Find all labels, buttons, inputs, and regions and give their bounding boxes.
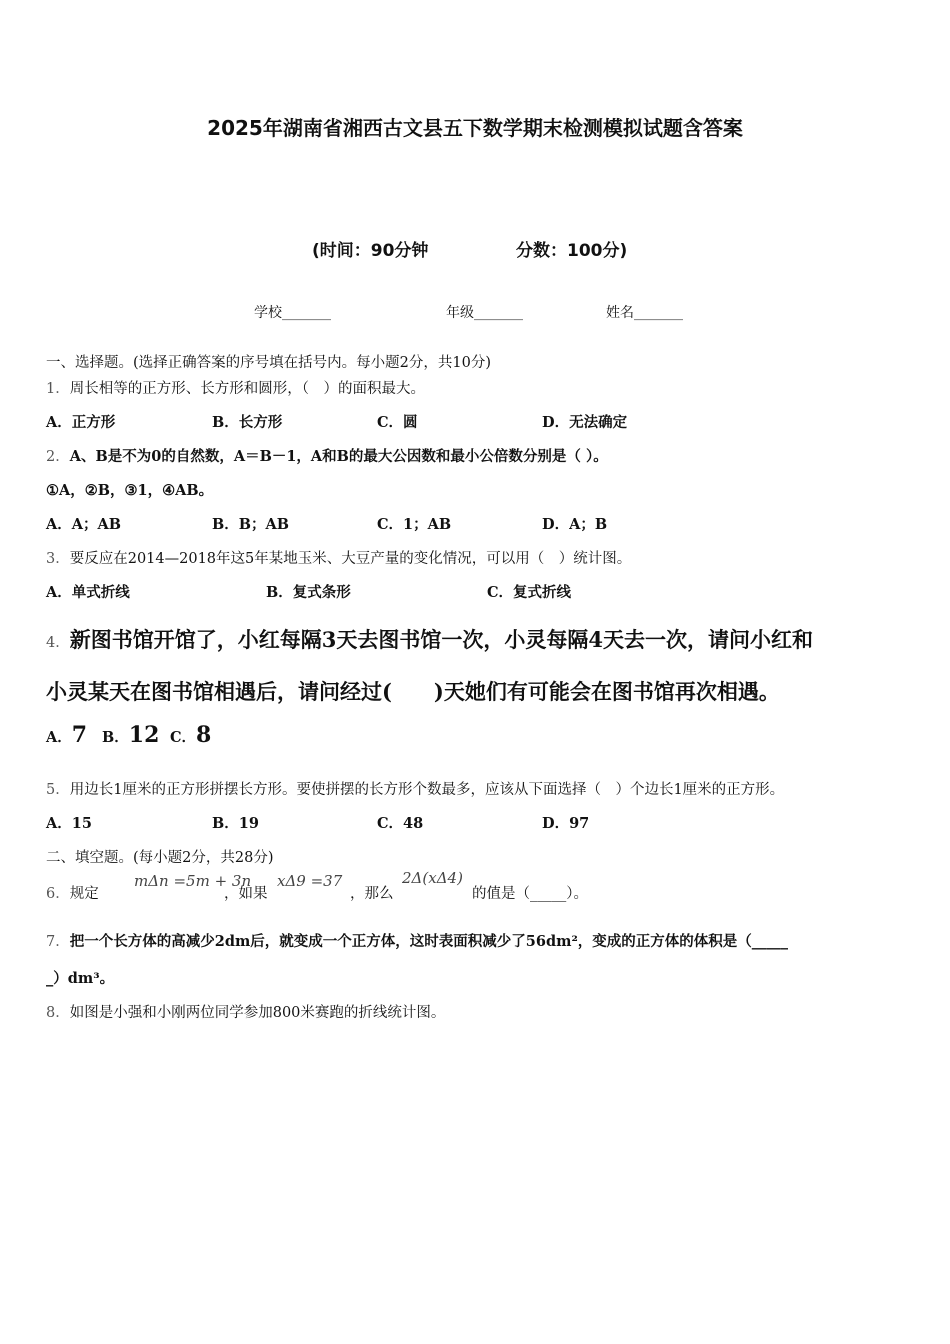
question-text: 要反应在2014—2018年这5年某地玉米、大豆产量的变化情况，可以用（ ）统计图。 xyxy=(69,551,632,567)
formula-target: 2Δ(xΔ4) xyxy=(402,869,463,887)
exam-score: 分数：100分) xyxy=(516,241,628,261)
question-text: 用边长1厘米的正方形拼摆长方形。要使拼摆的长方形个数最多，应该从下面选择（ ）个边长1厘米的正方形。 xyxy=(69,782,785,798)
option-a: A．7 xyxy=(46,722,88,748)
question-number: 5． xyxy=(46,782,70,798)
question-text: 如图是小强和小刚两位同学参加800米赛跑的折线统计图。 xyxy=(69,1005,446,1021)
option-a: A．单式折线 xyxy=(46,584,130,601)
option-a: A．正方形 xyxy=(46,414,116,431)
question-7 xyxy=(46,930,788,951)
question-3 xyxy=(46,547,631,568)
option-d: D．A；B xyxy=(542,516,608,533)
option-d: D．97 xyxy=(542,815,590,832)
question-7-line2: _）dm³。 xyxy=(46,970,115,987)
option-b: B．19 xyxy=(212,815,259,832)
school-field: 学校_______ xyxy=(254,305,331,321)
formula-condition: xΔ9 =37 xyxy=(277,872,343,890)
question-6-text: ，那么 xyxy=(350,886,394,902)
question-4 xyxy=(46,624,813,654)
question-2-choices: ①A，②B，③1，④AB。 xyxy=(46,482,214,499)
page-title: 2025年湖南省湘西古文县五下数学期末检测模拟试题含答案 xyxy=(207,116,743,140)
question-text: 新图书馆开馆了，小红每隔3天去图书馆一次，小灵每隔4天去一次，请问小红和 xyxy=(69,627,813,652)
option-c: C．48 xyxy=(377,815,424,832)
question-8 xyxy=(46,1001,445,1022)
option-b: B．12 xyxy=(102,722,160,748)
exam-time: (时间：90分钟 xyxy=(312,241,429,261)
question-number: 2． xyxy=(46,449,70,465)
option-a: A．A；AB xyxy=(46,516,122,533)
option-b: B．B；AB xyxy=(212,516,290,533)
question-4-line2: 小灵某天在图书馆相遇后，请问经过( )天她们有可能会在图书馆再次相遇。 xyxy=(46,679,780,704)
option-c: C．1；AB xyxy=(377,516,452,533)
option-c: C．8 xyxy=(170,722,212,748)
option-b: B．长方形 xyxy=(212,414,283,431)
option-c: C．圆 xyxy=(377,414,418,431)
option-c: C．复式折线 xyxy=(487,584,572,601)
name-field: 姓名_______ xyxy=(606,305,683,321)
question-number: 8． xyxy=(46,1005,70,1021)
question-6-number: 6．规定 xyxy=(46,886,99,902)
question-5 xyxy=(46,778,784,799)
question-2 xyxy=(46,445,608,466)
section1-heading: 一、选择题。(选择正确答案的序号填在括号内。每小题2分，共10分) xyxy=(46,355,491,371)
option-d: D．无法确定 xyxy=(542,414,628,431)
option-a: A．15 xyxy=(46,815,92,832)
question-text: 把一个长方体的高减少2dm后，就变成一个正方体，这时表面积减少了56dm²，变成的正方体的体积是（_____ xyxy=(69,933,789,950)
formula-definition: mΔn =5m + 3n xyxy=(134,872,252,890)
question-number: 7． xyxy=(46,934,70,950)
question-6-text: ，如果 xyxy=(224,886,268,902)
question-1 xyxy=(46,377,425,398)
section2-heading: 二、填空题。(每小题2分，共28分) xyxy=(46,850,274,866)
question-number: 1． xyxy=(46,381,70,397)
question-text: 周长相等的正方形、长方形和圆形，（ ）的面积最大。 xyxy=(69,381,425,397)
option-b: B．复式条形 xyxy=(266,584,351,601)
question-number: 4． xyxy=(46,635,70,651)
grade-field: 年级_______ xyxy=(446,305,523,321)
question-text: A、B是不为0的自然数，A＝B－1，A和B的最大公因数和最小公倍数分别是（ ）。 xyxy=(69,448,608,465)
question-number: 3． xyxy=(46,551,70,567)
question-6-text: 的值是（_____）。 xyxy=(472,886,588,902)
